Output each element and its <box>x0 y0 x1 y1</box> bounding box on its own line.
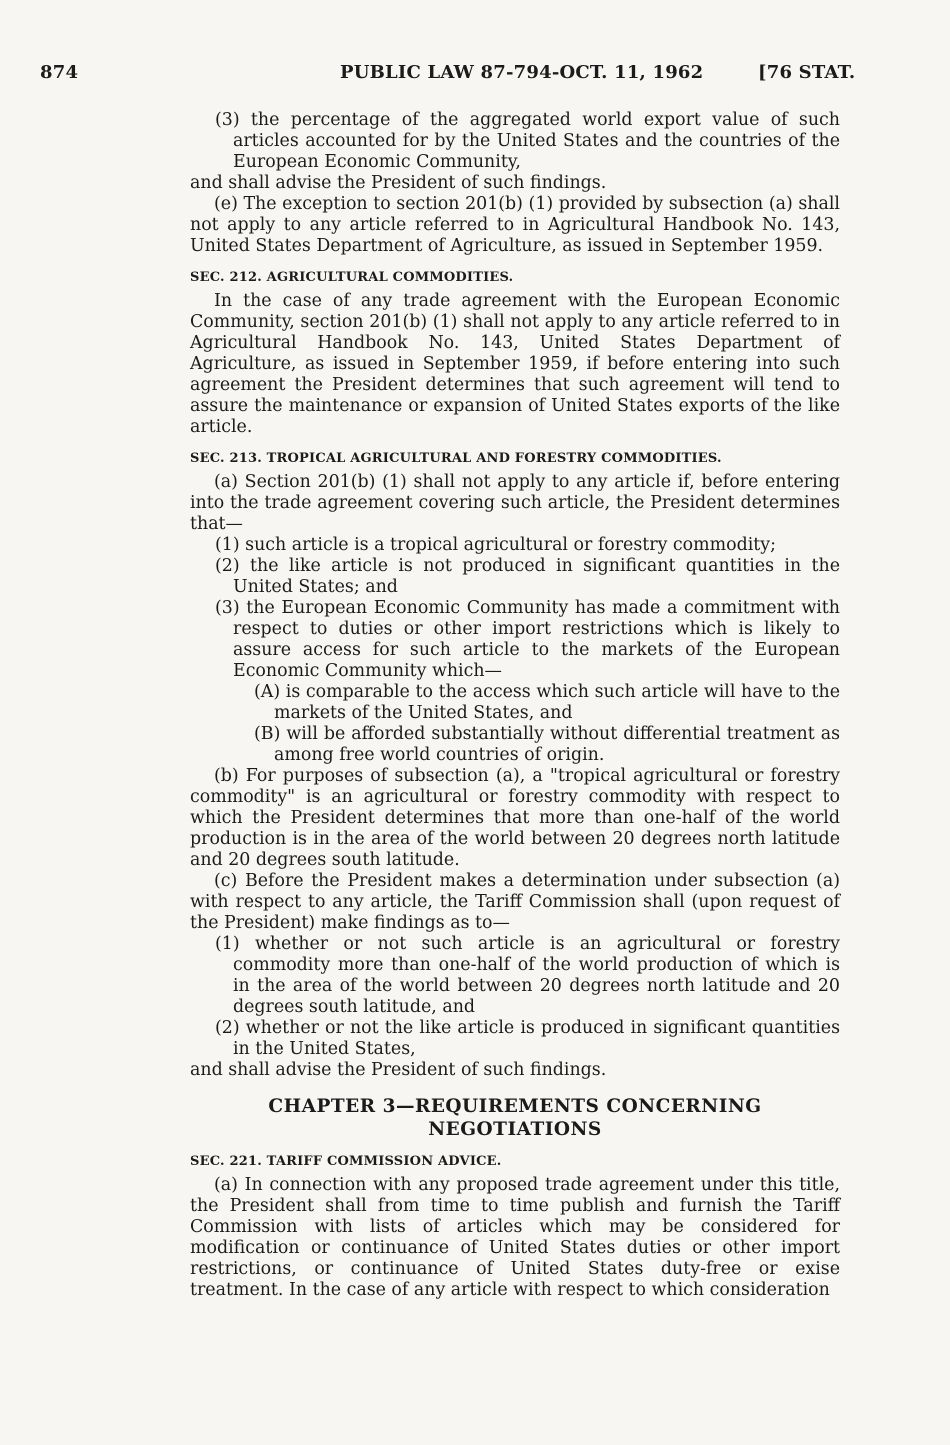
chapter-heading-line: CHAPTER 3—REQUIREMENTS CONCERNING <box>268 1096 762 1117</box>
chapter-heading <box>190 1095 840 1141</box>
chapter-heading-line: NEGOTIATIONS <box>428 1119 602 1140</box>
section-heading: SEC. 213. TROPICAL AGRICULTURAL AND FORESTRY COMMODITIES. <box>190 451 722 466</box>
list-item: (3) the percentage of the aggregated world export value of such articles accounted for by the United States and the countries of the European Economic Community, <box>215 110 840 172</box>
paragraph: (e) The exception to section 201(b) (1) provided by subsection (a) shall not apply to any article referred to in Agricultural Handbook No. 143, United States Department of Agriculture, as issued in September 1959. <box>190 194 840 256</box>
running-title: PUBLIC LAW 87-794-OCT. 11, 1962 <box>340 62 704 83</box>
list-item: (1) such article is a tropical agricultural or forestry commodity; <box>215 535 776 555</box>
paragraph: (a) Section 201(b) (1) shall not apply to any article if, before entering into the trade agreement covering such article, the President determines that— <box>190 472 840 534</box>
document-body <box>190 110 840 1301</box>
list-item: (2) whether or not the like article is produced in significant quantities in the United States, <box>215 1018 840 1059</box>
paragraph-continuation: and shall advise the President of such findings. <box>190 173 607 193</box>
paragraph: (a) In connection with any proposed trade agreement under this title, the President shall from time to time publish and furnish the Tariff Commission with lists of articles which may be considered for modification or continuance of United States duties or other import restrictions, or continuance of United States duty-free or exise treatment. In the case of any article with respect to which consideration <box>190 1175 840 1300</box>
list-item: (A) is comparable to the access which such article will have to the markets of the United States, and <box>254 682 840 723</box>
statute-reference: [76 STAT. <box>758 62 856 83</box>
paragraph: (c) Before the President makes a determination under subsection (a) with respect to any article, the Tariff Commission shall (upon request of the President) make findings as to— <box>190 871 840 933</box>
page-number: 874 <box>40 62 79 83</box>
list-item: (1) whether or not such article is an agricultural or forestry commodity more than one-half of the world production of which is in the area of the world between 20 degrees north latitude and 20 degrees south latitude, and <box>215 934 840 1017</box>
paragraph: In the case of any trade agreement with the European Economic Community, section 201(b) (1) shall not apply to any article referred to in Agricultural Handbook No. 143, United States Department of Agriculture, as issued in September 1959, if before entering into such agreement the President determines that such agreement will tend to assure the maintenance or expansion of United States exports of the like article. <box>190 291 840 437</box>
list-item: (3) the European Economic Community has made a commitment with respect to duties or other import restrictions which is likely to assure access for such article to the markets of the European Economic Community which— <box>215 598 840 681</box>
section-heading: SEC. 212. AGRICULTURAL COMMODITIES. <box>190 270 514 285</box>
paragraph-continuation: and shall advise the President of such findings. <box>190 1060 607 1080</box>
list-item: (B) will be afforded substantially without differential treatment as among free world countries of origin. <box>254 724 840 765</box>
section-heading: SEC. 221. TARIFF COMMISSION ADVICE. <box>190 1154 502 1169</box>
paragraph: (b) For purposes of subsection (a), a "tropical agricultural or forestry commodity" is an agricultural or forestry commodity with respect to which the President determines that more than one-half of the world production is in the area of the world between 20 degrees north latitude and 20 degrees south latitude. <box>190 766 840 870</box>
list-item: (2) the like article is not produced in significant quantities in the United States; and <box>215 556 840 597</box>
